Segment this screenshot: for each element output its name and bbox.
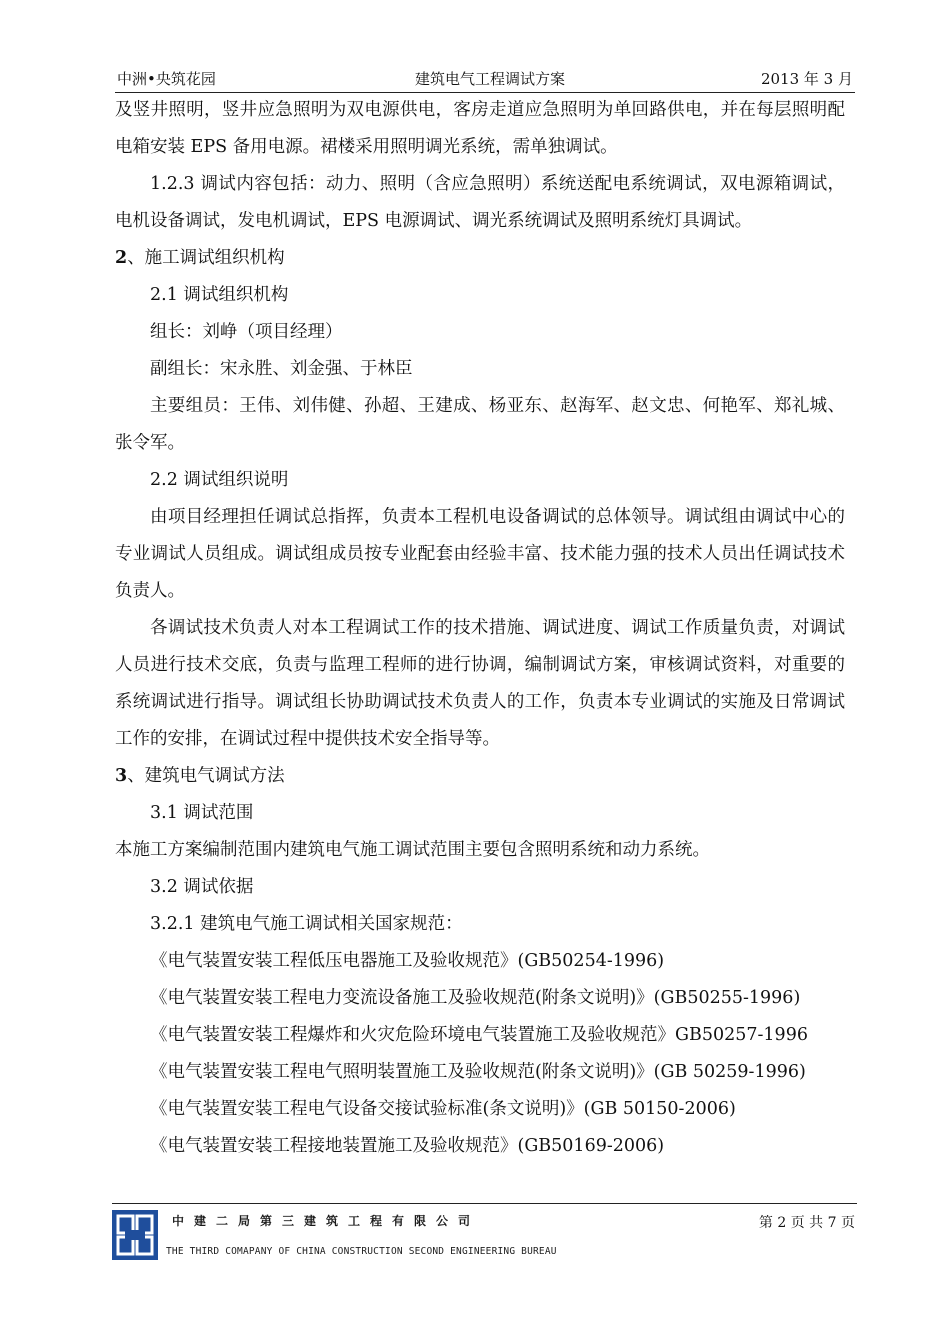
- header-date: 2013 年 3 月: [760, 70, 853, 88]
- subsection-3-2: 3.2 调试依据: [150, 877, 254, 897]
- section-heading-3: [115, 758, 845, 795]
- paragraph-scope: 本施工方案编制范围内建筑电气施工调试范围主要包含照明系统和动力系统。: [115, 840, 710, 860]
- standard-item: 《电气装置安装工程电力变流设备施工及验收规范(附条文说明)》(GB50255-1996): [150, 988, 801, 1008]
- standard-item: 《电气装置安装工程爆炸和火灾危险环境电气装置施工及验收规范》GB50257-1996: [150, 1025, 808, 1045]
- paragraph-1-2-3: 1.2.3 调试内容包括：动力、照明（含应急照明）系统送配电系统调试，双电源箱调试，电机设备调试，发电机调试，EPS 电源调试、调光系统调试及照明系统灯具调试。: [115, 174, 845, 231]
- team-vice-leaders: 副组长：宋永胜、刘金强、于林臣: [150, 359, 413, 379]
- page-number: 第 2 页 共 7 页: [758, 1215, 855, 1231]
- section-number: 2: [115, 248, 128, 268]
- subsection-3-1: 3.1 调试范围: [150, 803, 254, 823]
- section-heading-2: [115, 240, 845, 277]
- team-members: 主要组员：王伟、刘伟健、孙超、王建成、杨亚东、赵海军、赵文忠、何艳军、郑礼城、张令军。: [115, 396, 845, 453]
- paragraph-responsibilities: 各调试技术负责人对本工程调试工作的技术措施、调试进度、调试工作质量负责，对调试人员进行技术交底，负责与监理工程师的进行协调，编制调试方案，审核调试资料，对重要的系统调试进行指导。调试组长协助调试技术负责人的工作，负责本专业调试的实施及日常调试工作的安排，在调试过程中提供技术安全指导等。: [115, 618, 845, 749]
- cscec-logo-icon: [112, 1210, 158, 1260]
- standard-item: 《电气装置安装工程接地装置施工及验收规范》(GB50169-2006): [150, 1136, 665, 1156]
- subsection-2-1: 2.1 调试组织机构: [150, 285, 289, 305]
- paragraph-lighting-continued: 及竖井照明，竖井应急照明为双电源供电，客房走道应急照明为单回路供电，并在每层照明配电箱安装 EPS 备用电源。裙楼采用照明调光系统，需单独调试。: [115, 100, 845, 157]
- standard-item: 《电气装置安装工程电气照明装置施工及验收规范(附条文说明)》(GB 50259-1996): [150, 1062, 806, 1082]
- header-project: 中洲•央筑花园: [117, 70, 216, 88]
- subsection-2-2: 2.2 调试组织说明: [150, 470, 289, 490]
- page-footer: [112, 1203, 857, 1264]
- document-body: [115, 92, 845, 1165]
- header-document-title: 建筑电气工程调试方案: [415, 70, 566, 88]
- subsection-3-2-1: 3.2.1 建筑电气施工调试相关国家规范：: [150, 914, 463, 934]
- team-leader: 组长：刘峥（项目经理）: [150, 322, 343, 342]
- section-number: 3: [115, 766, 128, 786]
- standard-item: 《电气装置安装工程电气设备交接试验标准(条文说明)》(GB 50150-2006): [150, 1099, 736, 1119]
- page-header: [115, 66, 855, 93]
- company-name-english: THE THIRD COMAPANY OF CHINA CONSTRUCTION SECOND ENGINEERING BUREAU: [166, 1246, 557, 1257]
- standard-item: 《电气装置安装工程低压电器施工及验收规范》(GB50254-1996): [150, 951, 665, 971]
- section-title: 、建筑电气调试方法: [127, 766, 285, 786]
- paragraph-organization: 由项目经理担任调试总指挥，负责本工程机电设备调试的总体领导。调试组由调试中心的专业调试人员组成。调试组成员按专业配套由经验丰富、技术能力强的技术人员出任调试技术负责人。: [115, 507, 845, 601]
- section-title: 、施工调试组织机构: [127, 248, 285, 268]
- company-name-chinese: 中建二局第三建筑工程有限公司: [172, 1214, 481, 1228]
